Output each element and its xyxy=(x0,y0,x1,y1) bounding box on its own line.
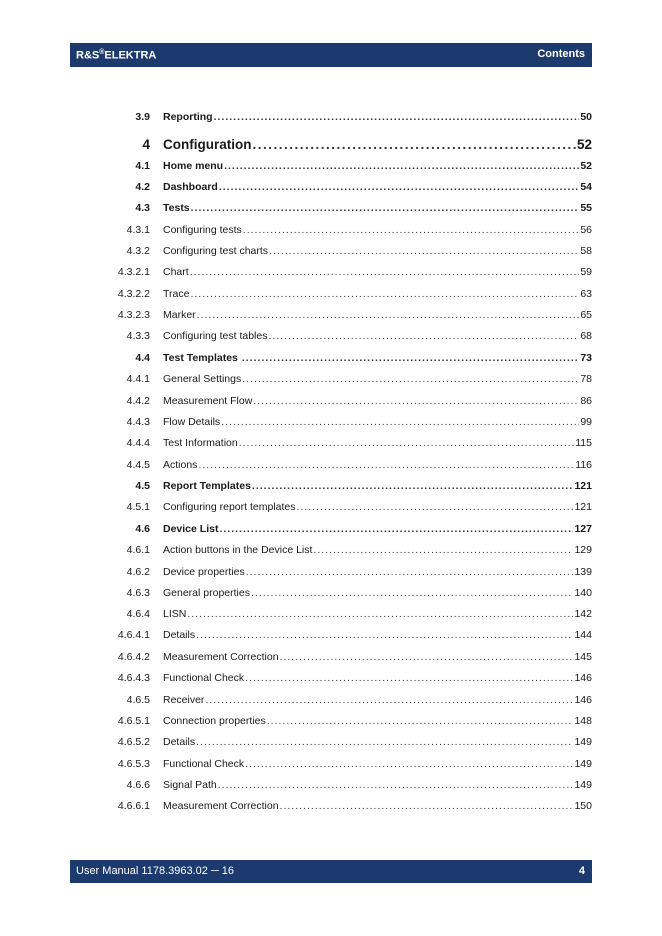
toc-entry-link[interactable] xyxy=(163,629,592,641)
toc-entry[interactable] xyxy=(0,523,662,541)
toc-entry-title: Configuring test tables xyxy=(163,330,268,342)
toc-entry-title: General properties xyxy=(163,587,250,599)
toc-entry-number: 4.3.2.1 xyxy=(117,266,150,278)
toc-entry-link[interactable] xyxy=(163,309,592,321)
dot-leader xyxy=(242,352,580,364)
toc-entry-title: Trace xyxy=(163,288,190,300)
toc-entry-link[interactable] xyxy=(163,352,592,364)
dot-leader xyxy=(242,373,579,385)
toc-entry-page: 146 xyxy=(574,672,592,684)
toc-entry-number: 4.3.3 xyxy=(126,330,150,342)
brand-registered-mark: ® xyxy=(99,49,105,56)
toc-entry-title: Measurement Correction xyxy=(163,800,279,812)
dot-leader xyxy=(187,608,573,620)
dot-leader xyxy=(252,480,574,492)
toc-entry-page: 55 xyxy=(580,202,592,214)
toc-entry-page: 86 xyxy=(580,395,592,407)
dot-leader xyxy=(221,416,579,428)
toc-entry-page: 52 xyxy=(580,160,592,172)
toc-entry[interactable] xyxy=(0,715,662,733)
toc-entry-number: 4.3.2.3 xyxy=(117,309,150,321)
dot-leader xyxy=(246,566,574,578)
toc-entry-title: Flow Details xyxy=(163,416,221,428)
toc-entry[interactable] xyxy=(0,651,662,669)
dot-leader xyxy=(197,309,580,321)
toc-entry[interactable] xyxy=(0,288,662,306)
toc-entry-page: 121 xyxy=(574,480,592,492)
toc-entry-link[interactable] xyxy=(163,202,592,214)
toc-entry-link[interactable] xyxy=(163,224,592,236)
toc-entry-number: 4.2 xyxy=(135,181,150,193)
dot-leader xyxy=(191,202,580,214)
toc-entry-title: Test Information xyxy=(163,437,238,449)
brand-label xyxy=(76,49,156,62)
toc-entry-page: 73 xyxy=(580,352,592,364)
toc-entry-title: Reporting xyxy=(163,111,213,123)
page-footer xyxy=(70,860,592,883)
toc-entry-number: 4.6.3 xyxy=(126,587,150,599)
toc-entry-title: Device List xyxy=(163,523,219,535)
toc-entry-number: 4.6.4.2 xyxy=(117,651,150,663)
toc-entry[interactable] xyxy=(0,587,662,605)
dot-leader xyxy=(190,288,579,300)
toc-entry-number: 4.6.5.1 xyxy=(117,715,150,727)
toc-entry-title: Connection properties xyxy=(163,715,266,727)
toc-entry-number: 4.3 xyxy=(135,202,150,214)
toc-entry[interactable] xyxy=(0,459,662,477)
dot-leader xyxy=(219,181,579,193)
toc-entry-page: 54 xyxy=(580,181,592,193)
toc-entry-page: 52 xyxy=(576,137,592,152)
toc-entry[interactable] xyxy=(0,480,662,498)
toc-entry[interactable] xyxy=(0,202,662,220)
toc-entry[interactable] xyxy=(0,758,662,776)
toc-entry-link[interactable] xyxy=(163,800,592,812)
toc-entry-page: 56 xyxy=(580,224,592,236)
brand-prefix: R&S xyxy=(76,49,100,62)
dot-leader xyxy=(239,437,575,449)
dot-leader xyxy=(224,160,579,172)
toc-entry-link[interactable] xyxy=(163,437,592,449)
toc-entry[interactable] xyxy=(0,111,662,129)
toc-entry-title: Chart xyxy=(163,266,189,278)
toc-entry-number: 4.6.6.1 xyxy=(117,800,150,812)
toc-entry[interactable] xyxy=(0,416,662,434)
toc-entry-title: Tests xyxy=(163,202,190,214)
toc-entry-link[interactable] xyxy=(163,758,592,770)
toc-entry-page: 149 xyxy=(574,779,592,791)
toc-entry-number: 4.4.1 xyxy=(126,373,150,385)
toc-entry-title: Functional Check xyxy=(163,758,245,770)
toc-entry-number: 4.6.4 xyxy=(126,608,150,620)
toc-entry-title: Home menu xyxy=(163,160,224,172)
dot-leader xyxy=(243,224,580,236)
toc-entry-link[interactable] xyxy=(163,416,592,428)
toc-entry-title: Dashboard xyxy=(163,181,218,193)
toc-entry-link[interactable] xyxy=(163,480,592,492)
toc-entry-link[interactable] xyxy=(163,715,592,727)
toc-entry-number: 4.6.4.3 xyxy=(117,672,150,684)
toc-entry[interactable] xyxy=(0,544,662,562)
toc-entry-number: 4.6.5.3 xyxy=(117,758,150,770)
toc-entry[interactable] xyxy=(0,352,662,370)
toc-entry-page: 144 xyxy=(574,629,592,641)
toc-entry-number: 4.6.4.1 xyxy=(117,629,150,641)
toc-entry-title: Configuring report templates xyxy=(163,501,296,513)
dot-leader xyxy=(269,245,579,257)
toc-entry-number: 3.9 xyxy=(135,111,150,123)
toc-entry-number: 4.1 xyxy=(135,160,150,172)
toc-entry[interactable] xyxy=(0,160,662,178)
toc-entry-link[interactable] xyxy=(163,181,592,193)
toc-entry-title: LISN xyxy=(163,608,187,620)
toc-entry-number: 4.4.2 xyxy=(126,395,150,407)
toc-entry[interactable] xyxy=(0,245,662,263)
dot-leader xyxy=(252,137,575,152)
toc-entry-link[interactable] xyxy=(163,373,592,385)
toc-entry-title: Configuring test charts xyxy=(163,245,269,257)
dot-leader xyxy=(268,330,579,342)
toc-entry-number: 4.5.1 xyxy=(126,501,150,513)
toc-entry-number: 4.6.5 xyxy=(126,694,150,706)
toc-entry-page: 116 xyxy=(575,459,592,471)
toc-entry-page: 65 xyxy=(580,309,592,321)
toc-entry-title: Details xyxy=(163,736,196,748)
toc-entry-link[interactable] xyxy=(163,523,592,535)
toc-entry-page: 149 xyxy=(574,758,592,770)
toc-entry-link[interactable] xyxy=(163,587,592,599)
dot-leader xyxy=(218,779,574,791)
dot-leader xyxy=(205,694,573,706)
toc-entry[interactable] xyxy=(0,629,662,647)
section-title: Contents xyxy=(537,48,585,60)
toc-entry-page: 139 xyxy=(574,566,592,578)
toc-entry-title: Measurement Correction xyxy=(163,651,279,663)
toc-entry[interactable] xyxy=(0,373,662,391)
toc-entry-title: Configuring tests xyxy=(163,224,242,236)
toc-entry-title: Configuration xyxy=(163,137,252,152)
dot-leader xyxy=(196,736,573,748)
dot-leader xyxy=(313,544,573,556)
toc-entry-title: Action buttons in the Device List xyxy=(163,544,313,556)
toc-entry-page: 127 xyxy=(574,523,592,535)
toc-entry-page: 99 xyxy=(580,416,592,428)
toc-entry-page: 142 xyxy=(574,608,592,620)
dot-leader xyxy=(214,111,580,123)
toc-entry-link[interactable] xyxy=(163,330,592,342)
toc-entry-title: Actions xyxy=(163,459,198,471)
toc-entry-link[interactable] xyxy=(163,501,592,513)
toc-entry-title: General Settings xyxy=(163,373,242,385)
toc-entry-link[interactable] xyxy=(163,736,592,748)
toc-entry-number: 4.3.2.2 xyxy=(117,288,150,300)
toc-entry[interactable] xyxy=(0,137,662,155)
toc-entry-link[interactable] xyxy=(163,111,592,123)
toc-entry-page: 146 xyxy=(574,694,592,706)
toc-entry-page: 140 xyxy=(574,587,592,599)
toc-entry[interactable] xyxy=(0,694,662,712)
dot-leader xyxy=(219,523,573,535)
toc-entry-number: 4.4.3 xyxy=(126,416,150,428)
toc-entry-page: 115 xyxy=(575,437,592,449)
brand-name: ELEKTRA xyxy=(104,49,157,62)
toc-entry-link[interactable] xyxy=(163,779,592,791)
toc-entry[interactable] xyxy=(0,608,662,626)
dot-leader xyxy=(280,800,574,812)
toc-entry[interactable] xyxy=(0,224,662,242)
toc-entry-link[interactable] xyxy=(163,160,592,172)
toc-entry-title: Signal Path xyxy=(163,779,217,791)
toc-entry-title: Functional Check xyxy=(163,672,245,684)
toc-entry-page: 145 xyxy=(574,651,592,663)
toc-entry-title: Marker xyxy=(163,309,196,321)
toc-entry-page: 58 xyxy=(580,245,592,257)
toc-entry[interactable] xyxy=(0,395,662,413)
dot-leader xyxy=(245,758,573,770)
toc-entry[interactable] xyxy=(0,566,662,584)
dot-leader xyxy=(253,395,579,407)
toc-entry-number: 4.3.2 xyxy=(126,245,150,257)
toc-entry-link[interactable] xyxy=(163,651,592,663)
toc-entry-page: 50 xyxy=(580,111,592,123)
dot-leader xyxy=(251,587,574,599)
toc-entry-link[interactable] xyxy=(163,137,592,152)
toc-entry-page: 63 xyxy=(580,288,592,300)
dot-leader xyxy=(198,459,574,471)
toc-entry-number: 4.4.4 xyxy=(126,437,150,449)
toc-entry-page: 78 xyxy=(580,373,592,385)
toc-entry[interactable] xyxy=(0,672,662,690)
toc-entry[interactable] xyxy=(0,779,662,797)
toc-entry[interactable] xyxy=(0,266,662,284)
dot-leader xyxy=(267,715,574,727)
dot-leader xyxy=(245,672,573,684)
toc-entry-title: Measurement Flow xyxy=(163,395,253,407)
dot-leader xyxy=(280,651,574,663)
toc-entry-link[interactable] xyxy=(163,544,592,556)
toc-entry-link[interactable] xyxy=(163,266,592,278)
toc-entry-link[interactable] xyxy=(163,245,592,257)
toc-entry-page: 59 xyxy=(580,266,592,278)
toc-entry-link[interactable] xyxy=(163,395,592,407)
toc-entry-link[interactable] xyxy=(163,608,592,620)
toc-entry-link[interactable] xyxy=(163,288,592,300)
toc-entry-page: 121 xyxy=(574,501,592,513)
toc-entry-number: 4.6.2 xyxy=(126,566,150,578)
toc-entry[interactable] xyxy=(0,309,662,327)
page-number: 4 xyxy=(578,865,585,877)
toc-entry-link[interactable] xyxy=(163,566,592,578)
toc-entry-number: 4.6.5.2 xyxy=(117,736,150,748)
toc-entry-title: Test Templates xyxy=(163,352,241,364)
toc-entry-title: Details xyxy=(163,629,196,641)
toc-entry-page: 150 xyxy=(574,800,592,812)
toc-entry-page: 68 xyxy=(580,330,592,342)
toc-entry[interactable] xyxy=(0,181,662,199)
toc-entry-page: 149 xyxy=(574,736,592,748)
dot-leader xyxy=(190,266,580,278)
toc-entry-number: 4.4 xyxy=(135,352,150,364)
toc-entry-link[interactable] xyxy=(163,694,592,706)
manual-id: User Manual 1178.3963.02 ─ 16 xyxy=(76,865,235,877)
toc-entry-link[interactable] xyxy=(163,459,592,471)
toc-entry[interactable] xyxy=(0,330,662,348)
dot-leader xyxy=(297,501,574,513)
toc-entry[interactable] xyxy=(0,800,662,818)
toc-entry-number: 4.3.1 xyxy=(126,224,150,236)
toc-entry-title: Receiver xyxy=(163,694,205,706)
toc-entry-number: 4.5 xyxy=(135,480,150,492)
toc-entry-number: 4.6 xyxy=(135,523,150,535)
toc-entry[interactable] xyxy=(0,437,662,455)
toc-entry-number: 4 xyxy=(142,137,150,152)
toc-entry-page: 129 xyxy=(574,544,592,556)
toc-entry-link[interactable] xyxy=(163,672,592,684)
toc-entry-number: 4.6.6 xyxy=(126,779,150,791)
page-header xyxy=(70,43,592,67)
toc-entry[interactable] xyxy=(0,736,662,754)
toc-entry-title: Report Templates xyxy=(163,480,251,492)
toc-entry-title: Device properties xyxy=(163,566,245,578)
toc-entry[interactable] xyxy=(0,501,662,519)
toc-entry-page: 148 xyxy=(574,715,592,727)
toc-entry-number: 4.4.5 xyxy=(126,459,150,471)
dot-leader xyxy=(196,629,573,641)
toc-entry-number: 4.6.1 xyxy=(126,544,150,556)
